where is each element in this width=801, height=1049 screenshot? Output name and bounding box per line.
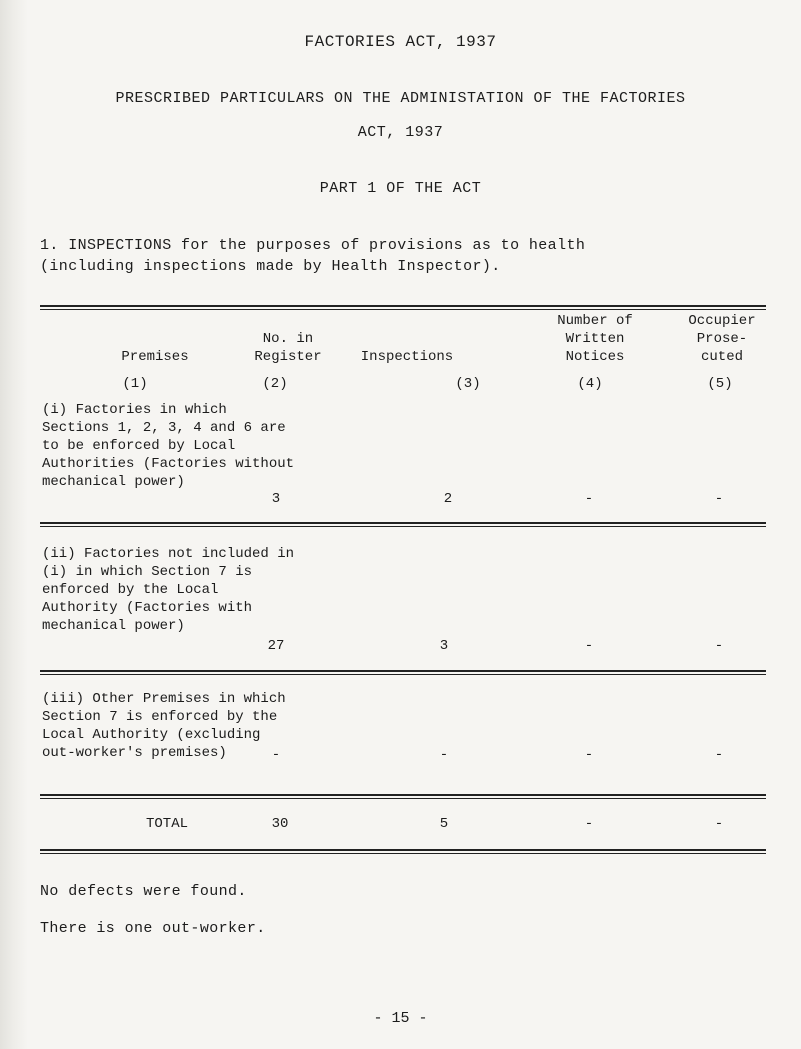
- table-row-premises: (i) Factories in which Sections 1, 2, 3, 4 and 6 are to be enforced by Local Authorities (Factories without mechanical power): [42, 402, 303, 490]
- table-total-register: 30: [271, 816, 289, 832]
- table-row-inspections: 3: [439, 638, 449, 654]
- table-row-register: 3: [271, 491, 281, 507]
- section-heading-line1: 1. INSPECTIONS for the purposes of provisions as to health: [40, 237, 586, 254]
- outworker-note: There is one out-worker.: [40, 920, 266, 937]
- part-heading: PART 1 OF THE ACT: [319, 180, 482, 197]
- page-edge-shadow: [0, 0, 28, 1049]
- table-row-divider: [40, 670, 766, 675]
- table-row-notices: -: [584, 491, 594, 507]
- column-header-premises: Premises: [121, 349, 189, 365]
- column-number-2: (2): [262, 376, 288, 392]
- table-total-prosecuted: -: [714, 816, 724, 832]
- column-header-register: No. in Register: [254, 331, 322, 365]
- table-top-rule: [40, 305, 766, 310]
- table-row-register: -: [271, 747, 281, 763]
- table-total-inspections: 5: [439, 816, 449, 832]
- table-total-label: TOTAL: [146, 816, 189, 832]
- page-number: - 15 -: [373, 1010, 428, 1027]
- prescribed-heading-line1: PRESCRIBED PARTICULARS ON THE ADMINISTATION OF THE FACTORIES: [115, 90, 686, 107]
- table-row-notices: -: [584, 638, 594, 654]
- defects-note: No defects were found.: [40, 883, 247, 900]
- table-row-register: 27: [267, 638, 285, 654]
- prescribed-heading-line2: ACT, 1937: [357, 124, 444, 141]
- table-row-divider: [40, 522, 766, 527]
- table-row-notices: -: [584, 747, 594, 763]
- table-total-top-rule: [40, 794, 766, 799]
- table-bottom-rule: [40, 849, 766, 854]
- column-header-prosecuted: Occupier Prose- cuted: [688, 313, 756, 365]
- table-row-premises: (ii) Factories not included in (i) in which Section 7 is enforced by the Local Authority (Factories with mechanical power): [42, 546, 303, 634]
- column-header-inspections: Inspections: [360, 349, 454, 365]
- column-number-4: (4): [577, 376, 603, 392]
- table-row-inspections: -: [439, 747, 449, 763]
- column-number-1: (1): [122, 376, 148, 392]
- table-row-inspections: 2: [443, 491, 453, 507]
- table-row-prosecuted: -: [714, 747, 724, 763]
- table-row-prosecuted: -: [714, 638, 724, 654]
- act-title: FACTORIES ACT, 1937: [304, 33, 497, 51]
- column-header-notices: Number of Written Notices: [557, 313, 633, 365]
- section-heading-line2: (including inspections made by Health Inspector).: [40, 258, 501, 275]
- table-row-prosecuted: -: [714, 491, 724, 507]
- column-number-3: (3): [455, 376, 481, 392]
- table-row-premises: (iii) Other Premises in which Section 7 is enforced by the Local Authority (excluding out-worker's premises): [42, 691, 295, 761]
- column-number-5: (5): [707, 376, 733, 392]
- table-total-notices: -: [584, 816, 594, 832]
